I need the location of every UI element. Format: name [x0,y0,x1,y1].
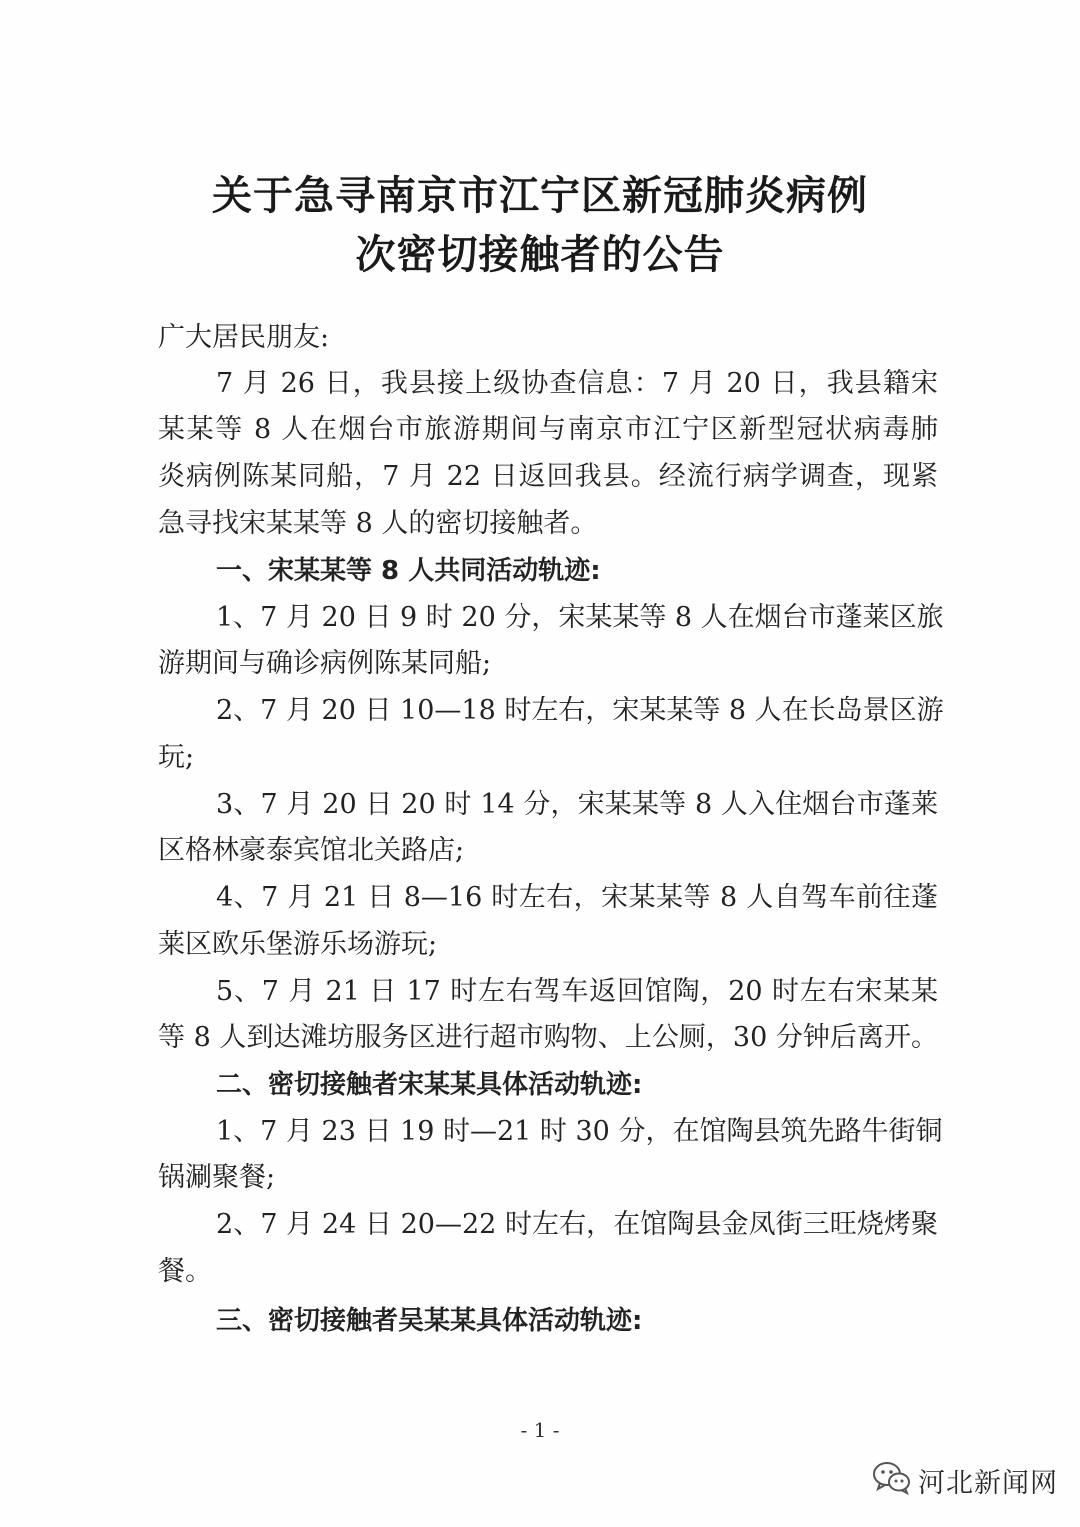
title-line-1: 关于急寻南京市江宁区新冠肺炎病例 [212,173,868,219]
section2-line: 餐。 [158,1256,212,1287]
intro-line: 某某等 8 人在烟台市旅游期间与南京市江宁区新型冠状病毒肺 [158,414,938,445]
salutation: 广大居民朋友: [158,322,330,353]
intro-line: 7 月 26 日，我县接上级协查信息：7 月 20 日，我县籍宋 [216,368,938,399]
intro-line: 炎病例陈某同船，7 月 22 日返回我县。经流行病学调查，现紧 [158,461,938,492]
section1-line: 4、7 月 21 日 8—16 时左右，宋某某等 8 人自驾车前往蓬 [216,882,938,913]
section1-line: 3、7 月 20 日 20 时 14 分，宋某某等 8 人入住烟台市蓬莱 [216,789,938,820]
section-heading-1: 一、宋某某等 8 人共同活动轨迹: [216,556,601,586]
watermark [872,1458,1058,1502]
section1-line: 游期间与确诊病例陈某同船; [158,648,492,679]
title-line-2: 次密切接触者的公告 [355,232,725,278]
intro-line: 急寻找宋某某等 8 人的密切接触者。 [158,508,598,539]
section1-line: 等 8 人到达滩坊服务区进行超市购物、上公厕，30 分钟后离开。 [158,1022,938,1053]
section1-line: 5、7 月 21 日 17 时左右驾车返回馆陶，20 时左右宋某某 [216,976,938,1007]
section2-line: 1、7 月 23 日 19 时—21 时 30 分，在馆陶县筑先路牛街铜 [216,1116,943,1147]
section2-line: 2、7 月 24 日 20—22 时左右，在馆陶县金凤街三旺烧烤聚 [216,1209,938,1240]
section1-line: 1、7 月 20 日 9 时 20 分，宋某某等 8 人在烟台市蓬莱区旅 [216,602,944,633]
watermark-text: 河北新闻网 [918,1467,1058,1499]
section1-line: 玩; [158,742,195,773]
section-heading-3: 三、密切接触者吴某某具体活动轨迹: [216,1306,643,1336]
section1-line: 2、7 月 20 日 10—18 时左右，宋某某等 8 人在长岛景区游 [216,695,944,726]
section1-line: 区格林豪泰宾馆北关路店; [158,835,465,866]
section-heading-2: 二、密切接触者宋某某具体活动轨迹: [216,1070,643,1100]
wechat-icon [872,1461,912,1499]
page-number: - 1 - [520,1418,560,1442]
section1-line: 莱区欧乐堡游乐场游玩; [158,929,438,960]
section2-line: 锅涮聚餐; [158,1162,276,1193]
